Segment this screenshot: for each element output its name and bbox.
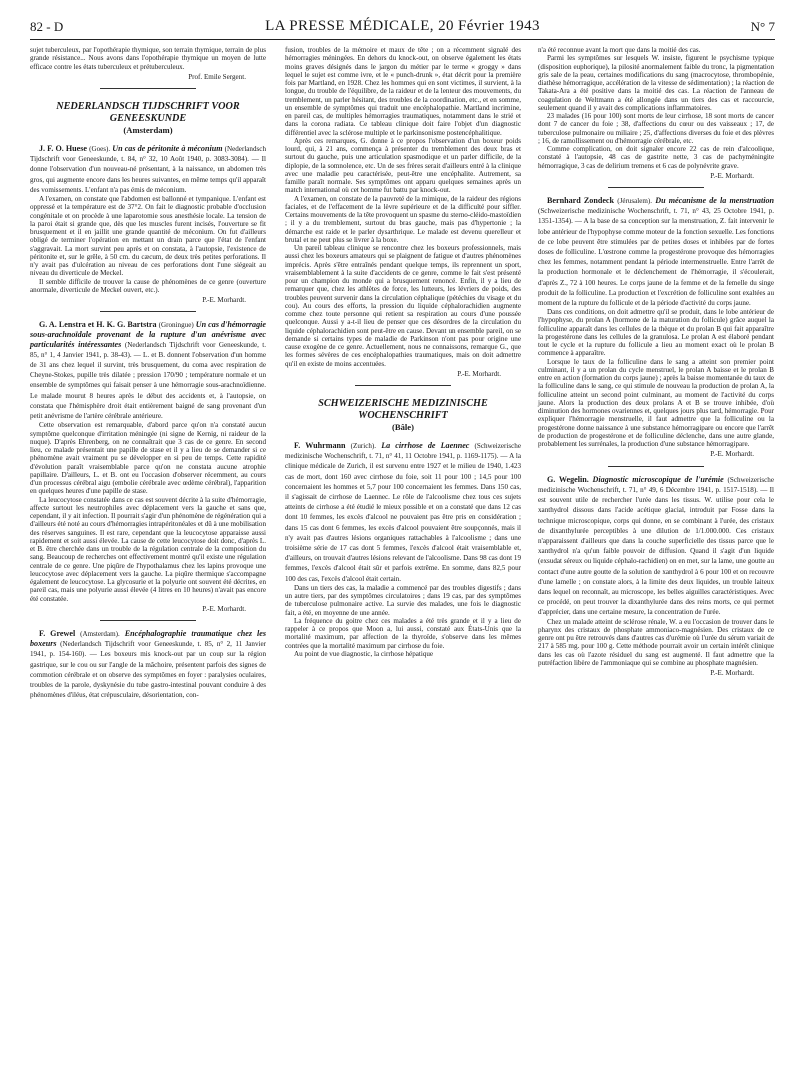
- article-paragraph: La leucocytose constatée dans ce cas est souvent décrite à la suite d'hémorragie, affecte surtout les neutrophiles avec déplacement vers la gauche et sans que, cependant, il y ait infection. Il pourrait s'agir d'un phénomène de régénération qui a d'ailleurs été noté au cours d'hémorragies intrapéritonéales et dû à une mobilisation des réserves sanguines. Il est rare, cependant que la leucocytose apparaisse aussi rapidement et soit aussi élevée. La cause de cette leucocytose doit donc, d'après L. et B. être cherchée dans un trouble de la régulation centrale de la composition du sang. Beaucoup de recherches ont effectivement montré qu'il existe une régulation centrale de ce genre. Une piqûre de l'hypothalamus chez les lapins provoque une leucocytose avec déplacement vers la gauche. La piqûre thermique s'accompagne également de leucocytose. La glycosurie et la polyurie ont souvent été décrites, en pareil cas, mais une polyurie aussi élevée (4 litres en 10 heures) n'avait pas encore été constatée.: [30, 495, 266, 603]
- article-place: (Jérusalem).: [617, 197, 653, 205]
- article-reference: (Nederlandsch Tijdschrift voor Geneeskunde, t. 84, n° 32, 10 Août 1940, p. 3083-3084). —: [30, 145, 266, 164]
- article-paragraph: Au point de vue diagnostic, la cirrhose hépatique: [294, 649, 434, 658]
- article-author: Bernhard Zondeck: [547, 196, 615, 205]
- journal-city: (Amsterdam): [123, 125, 173, 135]
- page-header: [30, 14, 775, 40]
- article-heading: [538, 196, 774, 308]
- article-lead: A la base de sa conception sur la menstruation, Z. fait intervenir le lobe antérieur de l'hypophyse comme moteur de la fonction sexuelle. Les fonctions de ce lobe peuvent être stimulées par de petites doses et inhibées par de fortes doses de folliculine. L'œstrone comme la progestérone provoque des hémorragies chez les femmes, notamment pendant la période intermenstruelle. Entre l'arrêt de la production hormonale et le déclenchement de l'hémorragie, il s'écoulerait, d'après Z., 72 à 100 heures. Le corps jaune de la femme et de la femelle du singe produit de la folliculine. La production et l'excrétion de folliculine sont exaltées au moment de la rupture du follicule et de la période d'activité du corps jaune.: [538, 217, 774, 308]
- intro-signature: Prof. Emile Sergent.: [188, 72, 246, 81]
- article-paragraph: fusion, troubles de la mémoire et maux de tête ; on a récemment signalé des hémorragies méningées. En dehors du knock-out, on observe également les états moins graves désignés dans le jargon du métier par le terme « groggy » dans lequel le sujet est comme ivre, et le « punch-drunk », état décrit pour la première fois par Martland, en 1928. Chez les hommes qui en sont victimes, il survient, à la longue, du trouble de l'équilibre, de la raideur et de la lenteur des mouvements, du tremblement, un parler hésitant, des troubles de la coordination, etc., et en somme, un ensemble de symptômes qui traduit une encéphalopathie. Martland incrimine, en pareil cas, de multiples hémorragies traumatiques, notamment dans le strié et dans la corona radiata. Ce tableau clinique doit faire l'objet d'un diagnostic différentiel avec la sclérose multiple et le parkinsonisme postencéphalitique.: [285, 46, 521, 137]
- article-paragraph: Parmi les symptômes sur lesquels W. insiste, figurent le psychisme typique (disposition euphorique), la pilosité anormalement faible du tronc, la pigmentation gris sale de la peau, certaines modifications du sang (macrocytose, thrombopénie, diathèse hémorragique, accélération de la vitesse de sédimentation) ; la réaction de Takata-Ara a été positive dans la moitié des cas. La réaction de l'anneau de coagulation de Weltmann a été allongée dans un tiers des cas et raccourcie, seulement quand il y avait des complications inflammatoires.: [538, 54, 774, 112]
- article-paragraph: Dans ces conditions, on doit admettre qu'il se produit, dans le lobe antérieur de l'hypophyse, du prolan A (hormone de la maturation du follicule) grâce auquel la folliculine apparaît dans les cellules de la thèque et du prolan B qui fait apparaître la progestérone dans les cellules de la granulosa. Le prolan A est élaboré pendant tout le cycle et la rupture du follicule a lieu au moment exact où le prolan B commence à apparaître.: [538, 308, 774, 358]
- article-author: F. Wuhrmann: [294, 441, 346, 450]
- article-paragraph: 23 malades (16 pour 100) sont morts de leur cirrhose, 18 sont morts de cancer dont 7 de cancer du foie ; 38, d'affections du cœur ou des vaisseaux ; 17, de tuberculose pulmonaire ou miliaire ; 25, d'affections diverses du foie et des plèvres ; 16, de ramollissement ou d'hémorragie cérébrale, etc.: [538, 112, 774, 145]
- article-divider: [100, 620, 196, 621]
- article-paragraph: Il semble difficile de trouver la cause de phénomènes de ce genre (ouverture anormale, diverticule de Meckel ouvert, etc.).: [30, 277, 266, 294]
- column-left: [30, 46, 266, 700]
- article-grewel: [30, 629, 266, 700]
- article-divider: [608, 187, 704, 188]
- article-reference: (Nederlandsch Tijdschrift voor Geneeskunde, t. 85, n° 1, 4 Janvier 1941, p. 38-43). —: [30, 340, 266, 359]
- article-paragraph: Un pareil tableau clinique se rencontre chez les boxeurs professionnels, mais aussi chez les boxeurs amateurs qui se plaignent de fatigue et d'autres phénomènes imprécis. Après s'être entraînés pendant quelque temps, ils reprennent un sport, vraisemblablement à la suite d'accidents de ce genre, comme le fait s'est présenté pour un champion du monde qui a brusquement renoncé. Enfin, il y a lieu de remarquer que, chez les athlètes de force, les lutteurs, les lévriers de poids, des troubles peuvent survenir dans la circulation céphalique (pétéchies du visage et du cou). Au cours des efforts, la pression du liquide céphalorachidien augmente comme chez toute personne qui retient sa respiration au cours d'une poussée quelconque. Aussi y a-t-il lieu de penser que ces désordres de la circulation du liquide céphalorachidien sont peut-être en cause. Devant un ensemble pareil, on se demande si certains types de maladie de Parkinson n'ont pas pour origine une cause exogène de ce genre. Actuellement, nous ne connaissons, remarque G., que les formes sévères de ces encéphalopathies traumatiques, mais on doit admettre qu'il en existe de moins accentuées.: [285, 244, 521, 368]
- article-signature: P.-E. Morhardt.: [710, 450, 754, 459]
- article-title: Du mécanisme de la menstruation: [655, 196, 775, 205]
- section-divider: [100, 88, 196, 89]
- issue-number: N° 7: [750, 19, 775, 34]
- article-signature: P.-E. Morhardt.: [710, 171, 754, 180]
- article-title: Un cas d'hémorragie sous-arachnoïdale provenant de la rupture d'un anévrisme avec particularités intéressantes: [30, 320, 266, 349]
- article-author: G. Wegelin.: [547, 474, 589, 484]
- article-author: J. F. O. Huese: [39, 144, 88, 153]
- article-title: La cirrhose de Laennec: [381, 441, 470, 450]
- article-lead: L. et B. donnent l'observation d'un homme de 31 ans chez lequel il survint, très brusquement, du coma avec respiration de Cheyne-Stokes, pupille très dilatée ; pression 170/90 ; température normale et un ensemble de symptômes qui faisait penser à une hémorragie sous-arachnoïdienne. Le malade mourut 8 heures après le début des accidents et, à l'autopsie, on constata que l'hémisphère droit était entièrement baigné de sang provenant d'un petit anévrisme de l'artère cérébrale antérieure.: [30, 350, 266, 421]
- article-lenstra: [30, 320, 266, 613]
- article-paragraph: Lorsque le taux de la folliculine dans le sang a atteint son premier point culminant, il y a un prolan du cycle menstruel, le prolan A baisse et le prolan B entre en action (formation du corps jaune) ; après la baisse momentanée du taux de la folliculine dans le sang, ce qui stimule de nouveau la production de prolan A, la folliculine atteint un second point culminant, au moment de l'activité du corps jaune. Alors la production des deux prolans A et B se trouve inhibée, d'où diminution des hormones ovariennes et, quelques jours plus tard, hémorragie. Pour expliquer l'hémorragie menstruelle, il faut admettre que la folliculine ou la progestérone donne naissance à une substance hémorragipare ou encore que l'arrêt de production de progestérone et de folliculine déclenche, dans une autre glande, probablement les surrénales, la production d'une substance hémorragipare.: [538, 357, 774, 449]
- article-divider: [100, 311, 196, 312]
- article-lead: Il est souvent utile de rechercher l'urée dans les tissus. W. utilise pour cela le xanthydrol dissous dans l'acide acétique glacial, introduit par Fosse dans la technique microscopique, corps qui donne, en se combinant à l'urée, des cristaux de dixanthylurée perceptibles à une dilution de 1/1.000.000. Ces cristaux n'apparaissent d'ailleurs que dans la couche superficielle des tissus parce que le xanthydrol n'a qu'un faible pouvoir de diffusion. Quand il s'agit d'un liquide (exsudat séreux ou liquide céphalo-rachidien) on en met, sur la lame, une goutte au contact d'une autre goutte de la solution de xanthydrol à 6 pour 100 et on recouvre d'une lamelle ; on constate alors, à la limite des deux liquides, un trouble laiteux dans lequel on reconnaît, au microscope, les belles aiguilles caractéristiques. Avec ce procédé, on peut trouver la dixanthylurée dans des reins morts, ce qui permet d'apprécier, dans une certaine mesure, la concentration de l'urée.: [538, 485, 774, 617]
- article-reference: (Nederlandsch Tijdschrift voor Geneeskunde, t. 85, n° 2, 11 Janvier 1941, p. 154-160). —: [30, 640, 266, 659]
- article-paragraph: Cette observation est remarquable, d'abord parce qu'on n'a constaté aucun symptôme quelconque d'irritation méningée (ni signe de Kernig, ni raideur de la nuque). D'après Ehrenberg, on ne connaîtrait que 3 cas de ce genre. En second lieu, ce malade présentait une papille de stase et il y a lieu de se demander si ce phénomène avait vraiment pu se développer en si peu de temps. Cette rapidité d'évolution paraît vraisemblable parce qu'on ne constata aucune atrophie papillaire. D'ailleurs, L. et B. ont eu l'occasion d'observer récemment, au cours d'un processus cérébral aigu (embolie cérébrale avec œdème cérébral), l'apparition en quelques heures d'une papille de stase.: [30, 421, 266, 496]
- article-author: F. Grewel: [39, 629, 76, 639]
- article-heading: [30, 320, 266, 421]
- article-author: G. A. Lenstra et H. K. G. Bartstra: [39, 320, 157, 330]
- article-signature: P.-E. Morhardt.: [710, 669, 754, 678]
- article-place: (Groningue): [158, 321, 194, 330]
- article-divider: [608, 466, 704, 467]
- article-heading: [285, 441, 521, 584]
- column-middle: [285, 46, 521, 658]
- article-lead: Les boxeurs mis knock-out par un coup sur la région gastrique, sur le cou ou sur l'angle de la mâchoire, présentent parfois des signes de commotion cérébrale et on observe des symptômes en foyer : paralysies oculaires, troubles de la parole, dyskynésie du tube gastro-intestinal pouvant conduire à des phénomènes d'iléus, état crépusculaire, désorientation, con-: [30, 650, 267, 700]
- article-title: Encéphalographie traumatique chez les boxeurs: [30, 629, 266, 649]
- article-paragraph: A l'examen, on constate que l'abdomen est ballonné et tympanique. L'enfant est oppressé et la température est de 37°2. On fait le diagnostic probable d'occlusion congénitale et on procède à une laparotomie sous anesthésie locale. La tension de la paroi était si grande que, dès que les muscles furent incisés, l'ouverture se fit brusquement et il en jaillit une grande quantité de méconium. On fut d'ailleurs obligé de terminer l'opération en mettant un drain parce que l'état de l'enfant s'aggravait. La mort survint peu après et on constata, à l'autopsie, l'existence de péritonite et, sur le grêle, à 50 cm. du cæcum, de deux très petites perforations. Il n'y avait pas d'ulcération au niveau de ces perforations dont l'une siégeait au niveau du diverticule de Meckel.: [30, 195, 266, 278]
- article-lead: A la clinique médicale de Zurich, il est survenu entre 1927 et le milieu de 1940, 1.423 cas de mort, dont 160 avec cirrhose du foie, soit 11 pour 100 ; 14,5 pour 100 concernaient les hommes et 5,7 pour 100 concernaient les femmes. Dans 150 cas, il s'agissait de cirrhose de Laennec. Le rôle de l'alcoolisme chez tous ces sujets atteints de cirrhose a été étudié le mieux possible et on a constaté que dans 12 cas dont 10 femmes, les excès d'alcool ne pouvaient pas être pris en considération ; dans 15 cas dont 6 femmes, les excès d'alcool pouvaient être soupçonnés, mais il n'y avait pas d'autres lésions organiques rattachables à l'alcoolisme ; dans une troisième série de 17 cas dont 5 femmes, l'excès d'alcool était vraisemblable et, d'ailleurs, on trouvait d'autres lésions relevant de l'alcoolisme. Dans 98 cas dont 19 femmes, l'excès d'alcool était sûr et parfois extrême. En somme, dans 82,5 pour 100 des cas, l'excès d'alcool était certain.: [285, 452, 521, 583]
- article-paragraph: n'a été reconnue avant la mort que dans la moitié des cas.: [538, 46, 701, 54]
- article-heading: [30, 629, 266, 700]
- article-lead: Il donne l'observation d'un nouveau-né présentant, à la naissance, un abdomen très gros, qui augmente encore dans les heures suivantes, en même temps qu'il apparaît des vomissements. L'enfant n'a pas émis de méconium.: [30, 155, 266, 194]
- article-zondeck: [538, 196, 774, 459]
- article-signature: P.-E. Morhardt.: [202, 296, 246, 305]
- article-paragraph: Dans un tiers des cas, la maladie a commencé par des troubles digestifs ; dans un autre tiers, par des symptômes circulatoires ; dans 19 cas, par des symptômes de tuberculose pulmonaire active. La survie des malades, une fois le diagnostic fait, a été, en moyenne de une année.: [285, 583, 521, 617]
- article-heading: [30, 144, 266, 195]
- article-wegelin: [538, 475, 774, 678]
- article-title: Un cas de péritonite à méconium: [112, 144, 223, 153]
- journal-city: (Bâle): [392, 422, 414, 432]
- article-paragraph: Après ces remarques, G. donne à ce propos l'observation d'un boxeur poids lourd, qui, à 21 ans, commença à présenter du tremblement des deux bras et surtout du gauche, puis une articulation spasmodique et un parler difficile, de la diplopie, de la somnolence, etc. Un de ses frères serait d'ailleurs entré à la clinique avec une maladie peu caractérisée, peut-être une encéphalite. Autrement, sa famille paraît normale. Ses symptômes ont apparu quelques semaines après un match international où cet homme fut battu par knock-out.: [285, 136, 521, 195]
- article-wuhrmann: [285, 441, 521, 658]
- article-heading: [538, 475, 774, 618]
- journal-title: NEDERLANDSCH TIJDSCHRIFT VOOR GENEESKUNDE: [56, 101, 240, 124]
- page-number: 82 - D: [30, 19, 64, 34]
- article-place: (Goes).: [89, 145, 111, 153]
- article-reference: (Schweizerische medizinische Wochenschrift, t. 71, n° 41, 11 Octobre 1941, p. 1169-1175). —: [285, 442, 521, 461]
- column-right: [538, 46, 774, 680]
- article-paragraph: Chez un malade atteint de sclérose rénale, W. a eu l'occasion de trouver dans le pharynx des cristaux de phosphate ammoniaco-magnésien. Des cristaux de ce genre ont pu être retrouvés dans d'autres cas d'urémie où l'urée du sérum variait de 217 à 585 mg. pour 100 g. Cette méthode pourrait avoir un certain intérêt clinique dans les cas où l'azote résiduel du sang est augmenté. Il faut admettre que la putréfaction libère de l'ammoniaque qui se combine au phosphate magnésien.: [538, 617, 774, 667]
- article-place: (Amsterdam).: [80, 630, 120, 639]
- journal-title: SCHWEIZERISCHE MEDIZINISCHE WOCHENSCHRIFT: [318, 398, 488, 421]
- article-signature: P.-E. Morhardt.: [457, 369, 501, 378]
- article-paragraph: A l'examen, on constate de la pauvreté de la mimique, de la raideur des régions faciales, et de l'effacement de la lèvre supérieure et de la difficulté pour siffler. Certains mouvements de la tête provoquent un spasme du sterno-cléido-mastoïdien ; il y a du tremblement, surtout du bras gauche, mais pas d'hypertonie ; la démarche est raide et le parler dysarthrique. Le malade est devenu querelleur et brutal et ne peut plus se livrer à la boxe.: [285, 194, 521, 244]
- article-title: Diagnostic microscopique de l'urémie: [592, 474, 724, 484]
- article-signature: P.-E. Morhardt.: [202, 604, 246, 613]
- article-reference: (Schweizerische medizinische Wochenschrift, t. 71, n° 43, 25 Octobre 1941, p. 1351-1354). —: [538, 207, 774, 226]
- article-paragraph: Comme complication, on doit signaler encore 22 cas de rein d'alcoolique, constaté à l'autopsie, 48 cas de gastrite nette, 3 cas de pachyméningite hémorragique, 3 cas de delirium tremens et 6 cas de polynévrite grave.: [538, 145, 774, 170]
- article-paragraph: La fréquence du goitre chez ces malades a été très grande et il y a lieu de rappeler à ce propos que Moon a, lui aussi, constaté aux États-Unis que la mortalité maximum, par affection de la thyroïde, s'observe dans les mêmes contrées que la mortalité maximum par cirrhose du foie.: [285, 616, 521, 650]
- article-huese: [30, 144, 266, 304]
- article-place: (Zurich).: [350, 442, 377, 450]
- section-divider: [355, 385, 451, 386]
- publication-title: LA PRESSE MÉDICALE, 20 Février 1943: [265, 18, 540, 34]
- intro-paragraph: sujet tuberculeux, par l'opothérapie thymique, son terrain thymique, terrain de plus grande résistance... Nous avons dans l'opothérapie thymique un moyen de lutte efficace contre les états tuberculeux et prétuberculeux.: [30, 46, 266, 71]
- article-reference: (Schweizerische medizinische Wochenschrift, t. 71, n° 49, 6 Décembre 1941, p. 1517-1518). —: [538, 475, 774, 494]
